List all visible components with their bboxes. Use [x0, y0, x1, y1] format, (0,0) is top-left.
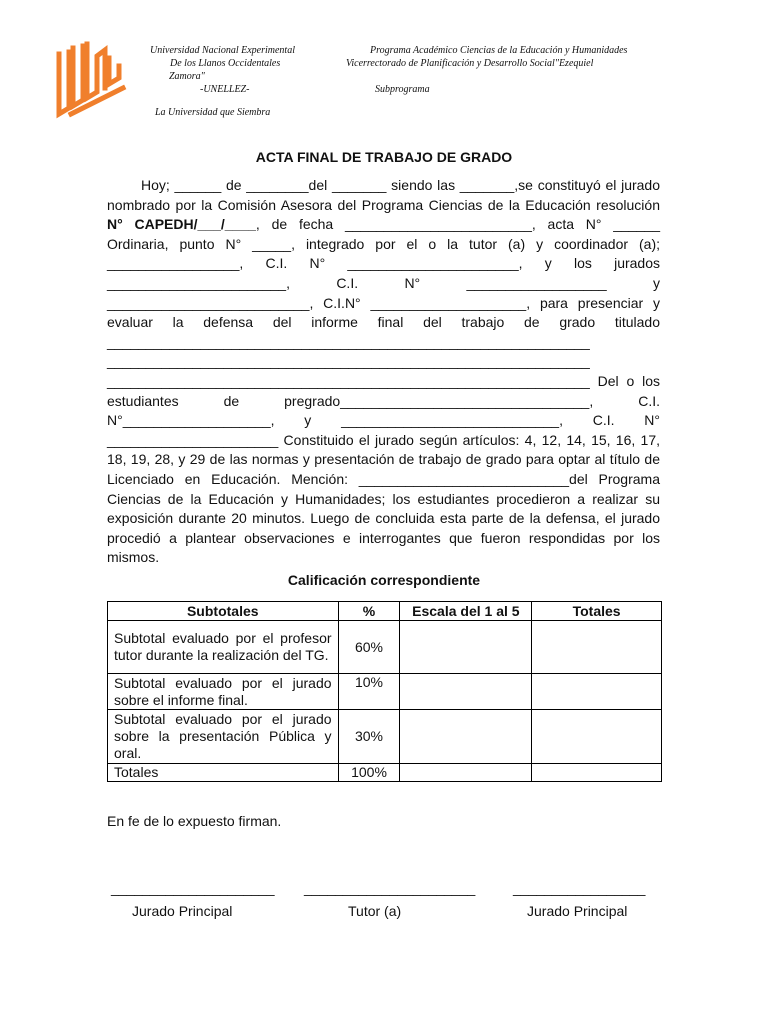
header-escala: Escala del 1 al 5 — [400, 602, 532, 621]
totales-cell[interactable] — [532, 710, 662, 764]
signature-label-tutor: Tutor (a) — [348, 903, 402, 919]
table-header-row — [108, 602, 662, 621]
signature-line-tutor: ______________________ — [304, 880, 476, 896]
signature-label-jurado-1: Jurado Principal — [132, 903, 233, 919]
university-name: Universidad Nacional Experimental — [150, 45, 295, 56]
header-totales: Totales — [532, 602, 662, 621]
signature-label-jurado-2: Jurado Principal — [527, 903, 628, 919]
escala-cell[interactable] — [400, 621, 532, 674]
subprograma-label: Subprograma — [375, 84, 430, 95]
escala-cell[interactable] — [400, 710, 532, 764]
escala-cell[interactable] — [400, 674, 532, 710]
program-name: Programa Académico Ciencias de la Educación y Humanidades — [370, 45, 628, 56]
university-region: De los Llanos Occidentales — [170, 58, 281, 69]
grades-title: Calificación correspondiente — [287, 572, 481, 588]
totales-cell[interactable] — [532, 674, 662, 710]
unellez-logo-icon — [49, 36, 133, 120]
vicerrectorado: Vicerrectorado de Planificación y Desarrollo Social"Ezequiel — [346, 58, 594, 69]
closing-text: En fe de lo expuesto firman. — [107, 813, 282, 829]
university-acronym: -UNELLEZ- — [200, 84, 250, 95]
table-row — [108, 674, 662, 710]
table-row — [108, 621, 662, 674]
header-percent: % — [338, 602, 400, 621]
document-title: ACTA FINAL DE TRABAJO DE GRADO — [255, 149, 513, 165]
university-motto: La Universidad que Siembra — [155, 107, 271, 118]
body-text-1: Hoy; ______ de ________del _______ siendo las _______,se constituyó el jurado nombrado por la Comisión Asesora del Programa Ciencias de la Educación resolución — [107, 177, 660, 213]
table-row — [108, 764, 662, 782]
university-zamora: Zamora" — [169, 71, 205, 82]
row-percent: 60% — [338, 621, 400, 674]
row-label: Totales — [108, 764, 339, 782]
row-label: Subtotal evaluado por el profesor tutor durante la realización del TG. — [108, 621, 339, 674]
body-text-2: , de fecha ________________________, acta N° ______ Ordinaria, punto N° _____, integrado por el o la tutor (a) y coordinador (a); _________________, C.I. N° ______________________, y los jurados _______________________, C.I. N° __________________ y __________________________, C.I.N° ____________________, para presenciar y evaluar la defensa del informe final del trabajo de grado titulado ______________________________________________________________ ______________________________________________________________ ______________________________________________________________ Del o los estudiantes de pregrado________________________________, C.I. N°___________________, y ____________________________, C.I. N° ______________________ Constituido el jurado según artículos: 4, 12, 14, 15, 16, 17, 18, 19, 28, y 29 de las normas y presentación de trabajo de grado para optar al título de Licenciado en Educación. Mención: ___________________________del Programa Ciencias de la Educación y Humanidades; los estudiantes procedieron a realizar su exposición durante 20 minutos. Luego de concluida esta parte de la defensa, el jurado procedió a plantear observaciones e interrogantes que fueron respondidas por los mismos. — [107, 216, 660, 566]
totales-cell[interactable] — [532, 764, 662, 782]
grades-table — [107, 601, 662, 782]
row-label: Subtotal evaluado por el jurado sobre el informe final. — [108, 674, 339, 710]
totales-cell[interactable] — [532, 621, 662, 674]
document-body — [107, 176, 660, 568]
row-percent: 10% — [338, 674, 400, 710]
row-label: Subtotal evaluado por el jurado sobre la presentación Pública y oral. — [108, 710, 339, 764]
header-subtotales: Subtotales — [108, 602, 339, 621]
row-percent: 100% — [338, 764, 400, 782]
table-row — [108, 710, 662, 764]
escala-cell[interactable] — [400, 764, 532, 782]
row-percent: 30% — [338, 710, 400, 764]
signature-line-jurado-2: _________________ — [513, 880, 646, 896]
body-resolution-number: N° CAPEDH/___/____ — [107, 216, 256, 233]
signature-line-jurado-1: _____________________ — [111, 880, 275, 896]
